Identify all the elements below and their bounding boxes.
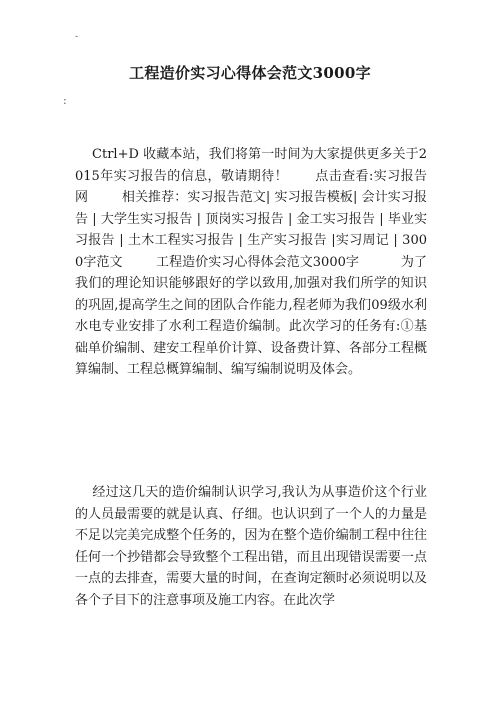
top-mark: - [75, 32, 79, 42]
paragraph-intro: Ctrl+D 收藏本站，我们将第一时间为大家提供更多关于2015年实习报告的信息，敬请期待！ 点击查看:实习报告网 相关推荐：实习报告范文| 实习报告模板| 会计实习报告 | 大学生实习报告 | 顶岗实习报告 | 金工实习报告 | 毕业实习报告 | 土木工程实习报告 | 生产实习报告 |实习周记 | 3000字范文 工程造价实习心得体会范文3000字 为了我们的理论知识能够跟好的学以致用,加强对我们所学的知识的巩固,提高学生之间的团队合作能力,程老师为我们09级水利水电专业安排了水利工程造价编制。此次学习的任务有:①基础单价编制、建安工程单价计算、设备费计算、各部分工程概算编制、工程总概算编制、编写编制说明及体会。 [75, 147, 428, 377]
paragraph-reflection: 经过这几天的造价编制认识学习,我认为从事造价这个行业的人员最需要的就是认真、仔细。也认识到了一个人的力量是不足以完美完成整个任务的，因为在整个造价编制工程中往往任何一个抄错都会导致整个工程出错，而且出现错误需要一点一点的去排查，需要大量的时间，在查询定额时必须说明以及各个子目下的注意事项及施工内容。在此次学 [75, 485, 427, 608]
document-title: 工程造价实习心得体会范文3000字 [129, 64, 371, 82]
colon-mark: : [63, 94, 67, 107]
